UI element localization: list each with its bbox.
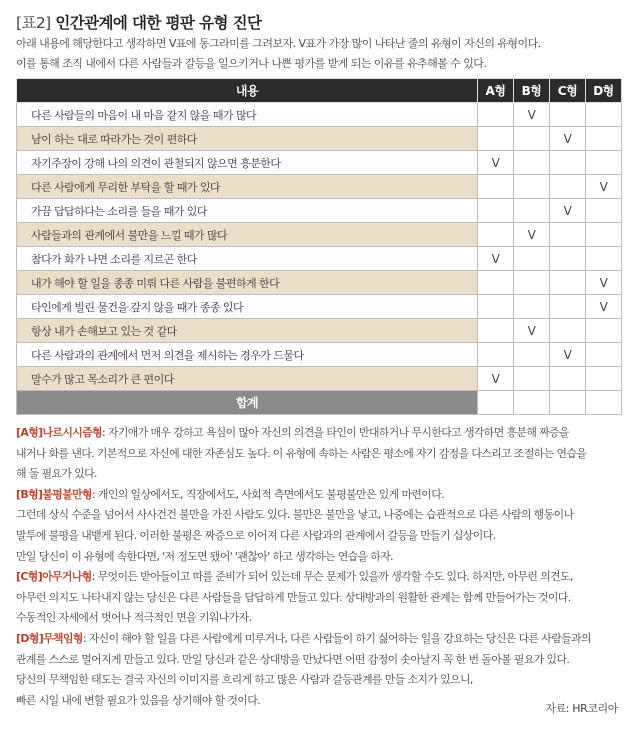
table-body (17, 103, 622, 415)
description-text: 관계를 스스로 멀어지게 만들고 있다. 만일 당신과 같은 상대방을 만났다면 어떤 감정이 솟아날지 꼭 한 번 돌아볼 필요가 있다. (16, 652, 570, 666)
description-line (16, 670, 624, 691)
mark-cell-d: V (586, 295, 622, 319)
statement-cell: 다른 사람과의 관계에서 먼저 의견을 제시하는 경우가 드물다 (17, 343, 478, 367)
mark-cell-b: V (514, 319, 550, 343)
title-text: 인간관계에 대한 평판 유형 진단 (55, 14, 262, 32)
mark-cell-c: V (550, 127, 586, 151)
description-text: 그런데 상식 수준을 넘어서 사사건건 불만을 가진 사람도 있다. 불만은 불만을 낳고, 나중에는 습관적으로 다른 사람의 행동이나 (16, 508, 574, 522)
mark-cell-a (478, 319, 514, 343)
mark-cell-d (586, 247, 622, 271)
type-heading: [D형]무책임형 (16, 631, 83, 645)
total-cell (550, 391, 586, 415)
statement-cell: 사람들과의 관계에서 불만을 느낄 때가 많다 (17, 223, 478, 247)
description-line (16, 608, 624, 629)
table-row (17, 175, 622, 199)
mark-cell-b (514, 175, 550, 199)
header-type-a: A형 (478, 79, 514, 103)
mark-cell-c (550, 247, 586, 271)
mark-cell-d (586, 223, 622, 247)
table-row (17, 247, 622, 271)
mark-cell-c (550, 175, 586, 199)
table-row (17, 223, 622, 247)
statement-cell: 내가 해야 할 일을 종종 미뤄 다른 사람을 불편하게 한다 (17, 271, 478, 295)
description-line (16, 567, 624, 588)
mark-cell-d (586, 199, 622, 223)
description-line (16, 423, 624, 444)
description-line (16, 588, 624, 609)
type-heading: [B형]불평불만형 (16, 487, 92, 501)
mark-cell-b (514, 151, 550, 175)
total-cell (586, 391, 622, 415)
mark-cell-a (478, 295, 514, 319)
mark-cell-a (478, 103, 514, 127)
table-row (17, 295, 622, 319)
description-line (16, 547, 624, 568)
total-row (17, 391, 622, 415)
statement-cell: 다른 사람들의 마음이 내 마음 같지 않을 때가 많다 (17, 103, 478, 127)
description-text: 아무런 의지도 나타내지 않는 당신은 다른 사람들을 답답하게 만들고 있다. 상대방과의 원활한 관계는 함께 만들어가는 것이다. (16, 590, 571, 604)
statement-cell: 다른 사람에게 무리한 부탁을 할 때가 있다 (17, 175, 478, 199)
header-type-d: D형 (586, 79, 622, 103)
diagnosis-table (16, 78, 622, 415)
mark-cell-d (586, 127, 622, 151)
table-row (17, 367, 622, 391)
header-type-c: C형 (550, 79, 586, 103)
description-text: : 개인의 일상에서도, 직장에서도, 사회적 측면에서도 불평불만은 있게 마련이다. (91, 487, 444, 501)
mark-cell-c (550, 295, 586, 319)
statement-cell: 말수가 많고 목소리가 큰 편이다 (17, 367, 478, 391)
statement-cell: 타인에게 빌린 물건을 갚지 않을 때가 종종 있다 (17, 295, 478, 319)
mark-cell-a (478, 343, 514, 367)
type-heading: [A형]나르시시즘형 (16, 426, 103, 439)
table-row (17, 319, 622, 343)
mark-cell-c: V (550, 199, 586, 223)
mark-cell-c (550, 103, 586, 127)
statement-cell: 남이 하는 대로 따라가는 것이 편하다 (17, 127, 478, 151)
description-line (16, 650, 624, 671)
description-text: 해 둘 필요가 있다. (16, 467, 97, 481)
intro-line: 이를 통해 조직 내에서 다른 사람들과 갈등을 일으키거나 나쁜 평가를 받게 되는 이유를 유추해볼 수 있다. (16, 57, 487, 70)
mark-cell-a (478, 127, 514, 151)
description-text: 당신의 무책임한 태도는 결국 자신의 이미지를 흐리게 하고 많은 사람과 갈등관계를 만들 소지가 있으니, (16, 673, 473, 687)
table-row (17, 271, 622, 295)
mark-cell-a (478, 175, 514, 199)
mark-cell-a (478, 223, 514, 247)
total-cell (514, 391, 550, 415)
mark-cell-b (514, 199, 550, 223)
mark-cell-b (514, 343, 550, 367)
mark-cell-b (514, 295, 550, 319)
intro-paragraph (16, 34, 624, 74)
description-text: 내거나 화를 낸다. 기본적으로 자신에 대한 자존심도 높다. 이 유형에 속하는 사람은 평소에 자기 감정을 다스리고 조절하는 연습을 (16, 446, 587, 460)
mark-cell-a: V (478, 151, 514, 175)
mark-cell-d: V (586, 271, 622, 295)
statement-cell: 참다가 화가 나면 소리를 지르곤 한다 (17, 247, 478, 271)
type-heading: [C형]아무거나형 (16, 570, 92, 584)
total-label: 합계 (17, 391, 478, 415)
table-row (17, 343, 622, 367)
total-cell (478, 391, 514, 415)
mark-cell-c (550, 151, 586, 175)
intro-line: 아래 내용에 해당한다고 생각하면 V표에 동그라미를 그려보자. V표가 가장 많이 나타난 줄의 유형이 자신의 유형이다. (16, 37, 541, 50)
mark-cell-d (586, 319, 622, 343)
statement-cell: 항상 내가 손해보고 있는 것 같다 (17, 319, 478, 343)
description-text: : 무엇이든 받아들이고 따를 준비가 되어 있는데 무슨 문제가 있을까 생각할 수도 있다. 하지만, 아무런 의견도, (91, 570, 573, 584)
description-line (16, 526, 624, 547)
statement-cell: 자기주장이 강해 나의 의견이 관철되지 않으면 흥분한다 (17, 151, 478, 175)
table-row (17, 127, 622, 151)
mark-cell-b: V (514, 223, 550, 247)
mark-cell-d (586, 343, 622, 367)
mark-cell-d (586, 151, 622, 175)
table-row (17, 199, 622, 223)
header-content: 내용 (17, 79, 478, 103)
description-text: : 자기애가 매우 강하고 욕심이 많아 자신의 의견을 타인이 반대하거나 무시한다고 생각하면 흥분해 짜증을 (102, 426, 569, 439)
mark-cell-d (586, 367, 622, 391)
description-line (16, 629, 624, 650)
description-line (16, 505, 624, 526)
source-credit: 자료: HR코리아 (545, 702, 618, 715)
type-descriptions (16, 423, 624, 711)
statement-cell: 가끔 답답하다는 소리를 들을 때가 있다 (17, 199, 478, 223)
mark-cell-c (550, 223, 586, 247)
description-line (16, 444, 624, 465)
mark-cell-a: V (478, 247, 514, 271)
description-line (16, 464, 624, 485)
description-text: 말투에 불평을 내뱉게 된다. 이러한 불평은 짜증으로 이어져 다른 사람과의 관계에서 갈등을 만들기 십상이다. (16, 528, 496, 542)
description-text: : 자신이 해야 할 일을 다른 사람에게 미루거나, 다른 사람들이 하기 싫어하는 일을 강요하는 당신은 다른 사람들과의 (82, 631, 591, 645)
table-row (17, 151, 622, 175)
mark-cell-b (514, 247, 550, 271)
description-line (16, 485, 624, 506)
mark-cell-d: V (586, 175, 622, 199)
mark-cell-b (514, 367, 550, 391)
description-text: 빠른 시일 내에 변할 필요가 있음을 상기해야 할 것이다. (16, 693, 261, 707)
mark-cell-a (478, 199, 514, 223)
mark-cell-c (550, 319, 586, 343)
mark-cell-b (514, 271, 550, 295)
description-text: 만일 당신이 이 유형에 속한다면, '저 정도면 됐어' '괜찮아' 하고 생각하는 연습을 하자. (16, 549, 394, 563)
mark-cell-d (586, 103, 622, 127)
table-row (17, 103, 622, 127)
table-tag: [표2] (16, 14, 51, 32)
mark-cell-b: V (514, 103, 550, 127)
mark-cell-c (550, 367, 586, 391)
mark-cell-a (478, 271, 514, 295)
mark-cell-b (514, 127, 550, 151)
header-type-b: B형 (514, 79, 550, 103)
mark-cell-c: V (550, 343, 586, 367)
mark-cell-a: V (478, 367, 514, 391)
table-header-row (17, 79, 622, 103)
description-line (16, 691, 624, 712)
description-text: 수동적인 자세에서 벗어나 적극적인 면을 키워나가자. (16, 611, 252, 625)
document-title (16, 12, 624, 34)
mark-cell-c (550, 271, 586, 295)
